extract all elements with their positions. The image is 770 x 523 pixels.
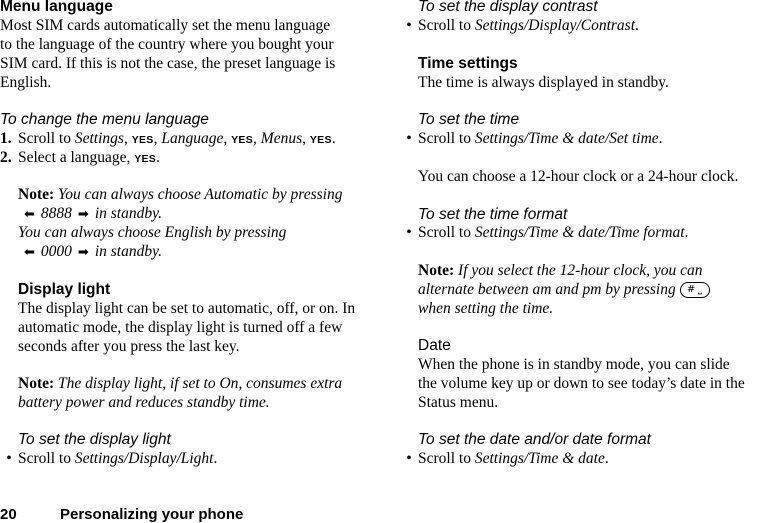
step-1: 1. Scroll to Settings, YES, Language, YES, Menus, YES. <box>0 130 336 147</box>
page-footer <box>0 506 243 523</box>
note-english-keys: ⬅ 0000 ➡ in standby. <box>24 243 162 260</box>
bullet-set-time-format: • Scroll to Settings/Time & date/Time format. <box>406 224 689 241</box>
heading-time-settings: Time settings <box>418 55 518 72</box>
note-automatic: Note: You can always choose Automatic by pressing <box>18 186 343 203</box>
body-line: automatic mode, the display light is turned off a few <box>18 319 343 336</box>
yes-key-label: YES <box>309 134 332 146</box>
right-arrow-icon: ➡ <box>77 207 89 222</box>
yes-key-label: YES <box>231 134 254 146</box>
heading-change-language: To change the menu language <box>0 111 209 128</box>
bullet-set-light: • Scroll to Settings/Display/Light. <box>6 450 218 467</box>
body-line: When the phone is in standby mode, you can slide <box>418 356 730 373</box>
page-number: 20 <box>0 506 17 523</box>
heading-set-time-format: To set the time format <box>418 206 568 223</box>
body-line: The display light can be set to automatic, off, or on. In <box>18 300 356 317</box>
step-number: 2. <box>0 149 12 166</box>
note-12-hour-line3: when setting the time. <box>418 300 554 317</box>
heading-set-display-light: To set the display light <box>18 431 171 448</box>
note-12-hour: Note: If you select the 12-hour clock, you can <box>418 262 703 279</box>
note-12-hour-line2: alternate between am and pm by pressing # ⎵ <box>418 280 710 299</box>
body-line: Status menu. <box>418 394 499 411</box>
body-line: Most SIM cards automatically set the menu language <box>0 17 331 34</box>
section-title: Personalizing your phone <box>60 506 244 523</box>
hash-key-icon: # ⎵ <box>680 282 710 298</box>
left-arrow-icon: ⬅ <box>24 207 35 222</box>
bullet-set-time: • Scroll to Settings/Time & date/Set time. <box>406 130 663 147</box>
heading-set-contrast: To set the display contrast <box>418 0 598 15</box>
body-line: You can choose a 12-hour clock or a 24-hour clock. <box>418 168 739 185</box>
body-line: to the language of the country where you bought your <box>0 36 334 53</box>
note-automatic-keys: ⬅ 8888 ➡ in standby. <box>24 205 162 222</box>
step-2: 2. Select a language, YES. <box>0 149 160 166</box>
note-english: You can always choose English by pressing <box>18 224 287 241</box>
right-arrow-icon: ➡ <box>77 245 89 260</box>
heading-set-date: To set the date and/or date format <box>418 431 651 448</box>
heading-menu-language: Menu language <box>0 0 113 15</box>
note-display-light: Note: The display light, if set to On, consumes extra <box>18 375 343 392</box>
body-line: SIM card. If this is not the case, the preset language is <box>0 55 336 72</box>
left-arrow-icon: ⬅ <box>24 245 35 260</box>
heading-display-light: Display light <box>18 281 111 298</box>
heading-set-time: To set the time <box>418 111 520 128</box>
body-line: The time is always displayed in standby. <box>418 74 669 91</box>
bullet-set-contrast: • Scroll to Settings/Display/Contrast. <box>406 17 639 34</box>
note-display-light-line2: battery power and reduces standby time. <box>18 394 270 411</box>
body-line: English. <box>0 74 52 91</box>
bullet-set-date: • Scroll to Settings/Time & date. <box>406 450 609 467</box>
step-number: 1. <box>0 130 12 147</box>
body-line: seconds after you press the last key. <box>18 338 240 355</box>
yes-key-label: YES <box>131 134 154 146</box>
heading-date: Date <box>418 337 451 354</box>
body-line: the volume key up or down to see today’s date in the <box>418 375 745 392</box>
yes-key-label: YES <box>134 153 157 165</box>
